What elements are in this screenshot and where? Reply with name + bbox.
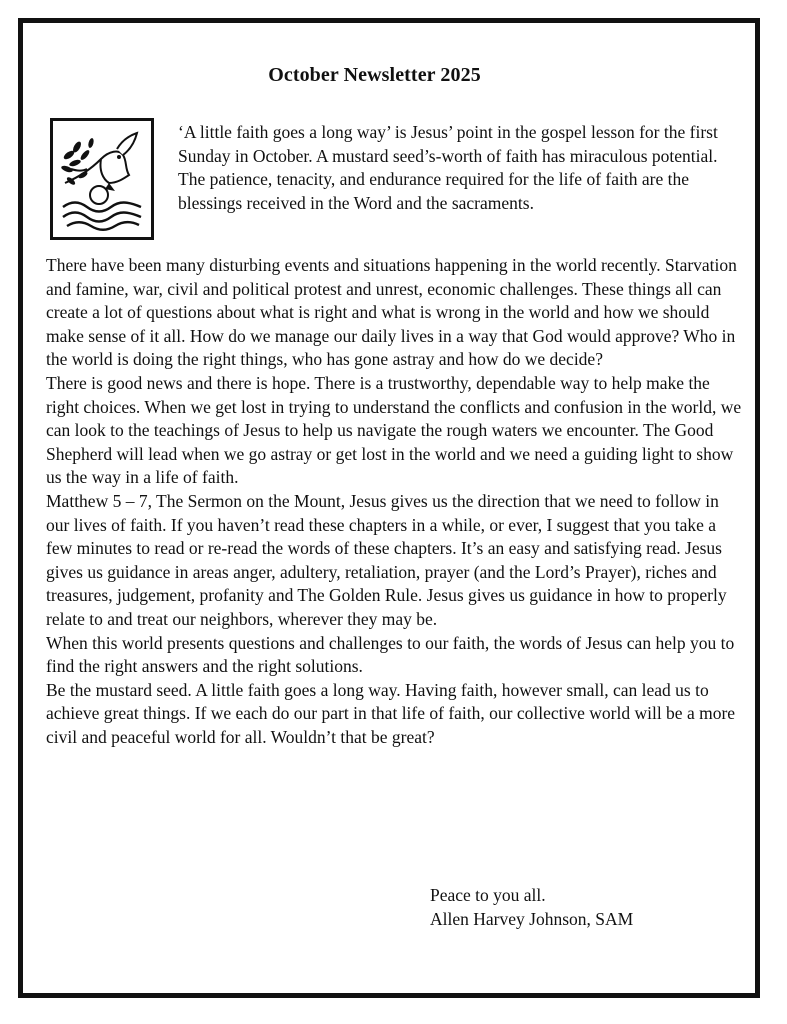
body-paragraph: There is good news and there is hope. There is a trustworthy, dependable way to help make the right choices. When we get lost in trying to understand the conflicts and confusion in the world, we can look to the teachings of Jesus to help us navigate the rough waters we encounter. The Good Shepherd will lead when we go astray or get lost in the world and we need a guiding light to show us the way in a life of faith. [46,372,742,488]
signature-block [430,884,730,931]
body-paragraph: Be the mustard seed. A little faith goes a long way. Having faith, however small, can lead us to achieve great things. If we each do our part in that life of faith, our collective world will be a more civil and peaceful world for all. Wouldn’t that be great? [46,679,736,747]
author-name: Allen Harvey Johnson, SAM [430,908,634,929]
body-paragraph: When this world presents questions and challenges to our faith, the words of Jesus can help you to find the right answers and the right solutions. [46,632,735,677]
intro-paragraph: ‘A little faith goes a long way’ is Jesus’ point in the gospel lesson for the first Sunday in October. A mustard seed’s-worth of faith has miraculous potential. The patience, tenacity, and endurance required for the life of faith are the blessings received in the Word and the sacraments. [178,122,718,213]
dove-with-olive-branch-icon [50,118,154,240]
body-paragraph: Matthew 5 – 7, The Sermon on the Mount, Jesus gives us the direction that we need to follow in our lives of faith. If you haven’t read these chapters in a while, or ever, I suggest that you take a few minutes to read or re-read the words of these chapters. It’s an easy and satisfying read. Jesus gives us guidance in areas anger, adultery, retaliation, prayer (and the Lord’s Prayer), riches and treasures, judgement, profanity and The Golden Rule. Jesus gives us guidance in how to properly relate to and treat our neighbors, wherever they may be. [46,490,727,629]
newsletter-body [46,254,746,749]
closing-line: Peace to you all. [430,885,546,905]
body-paragraph: There have been many disturbing events and situations happening in the world recently. Starvation and famine, war, civil and political protest and unrest, economic challenges. These things all can create a lot of questions about what is right and what is wrong in the world and how we should make sense of it all. How do we manage our daily lives in a way that God would approve? Who in the world is doing the right things, who has gone astray and how do we decide? [46,255,737,370]
newsletter-title: October Newsletter 2025 [268,64,481,86]
